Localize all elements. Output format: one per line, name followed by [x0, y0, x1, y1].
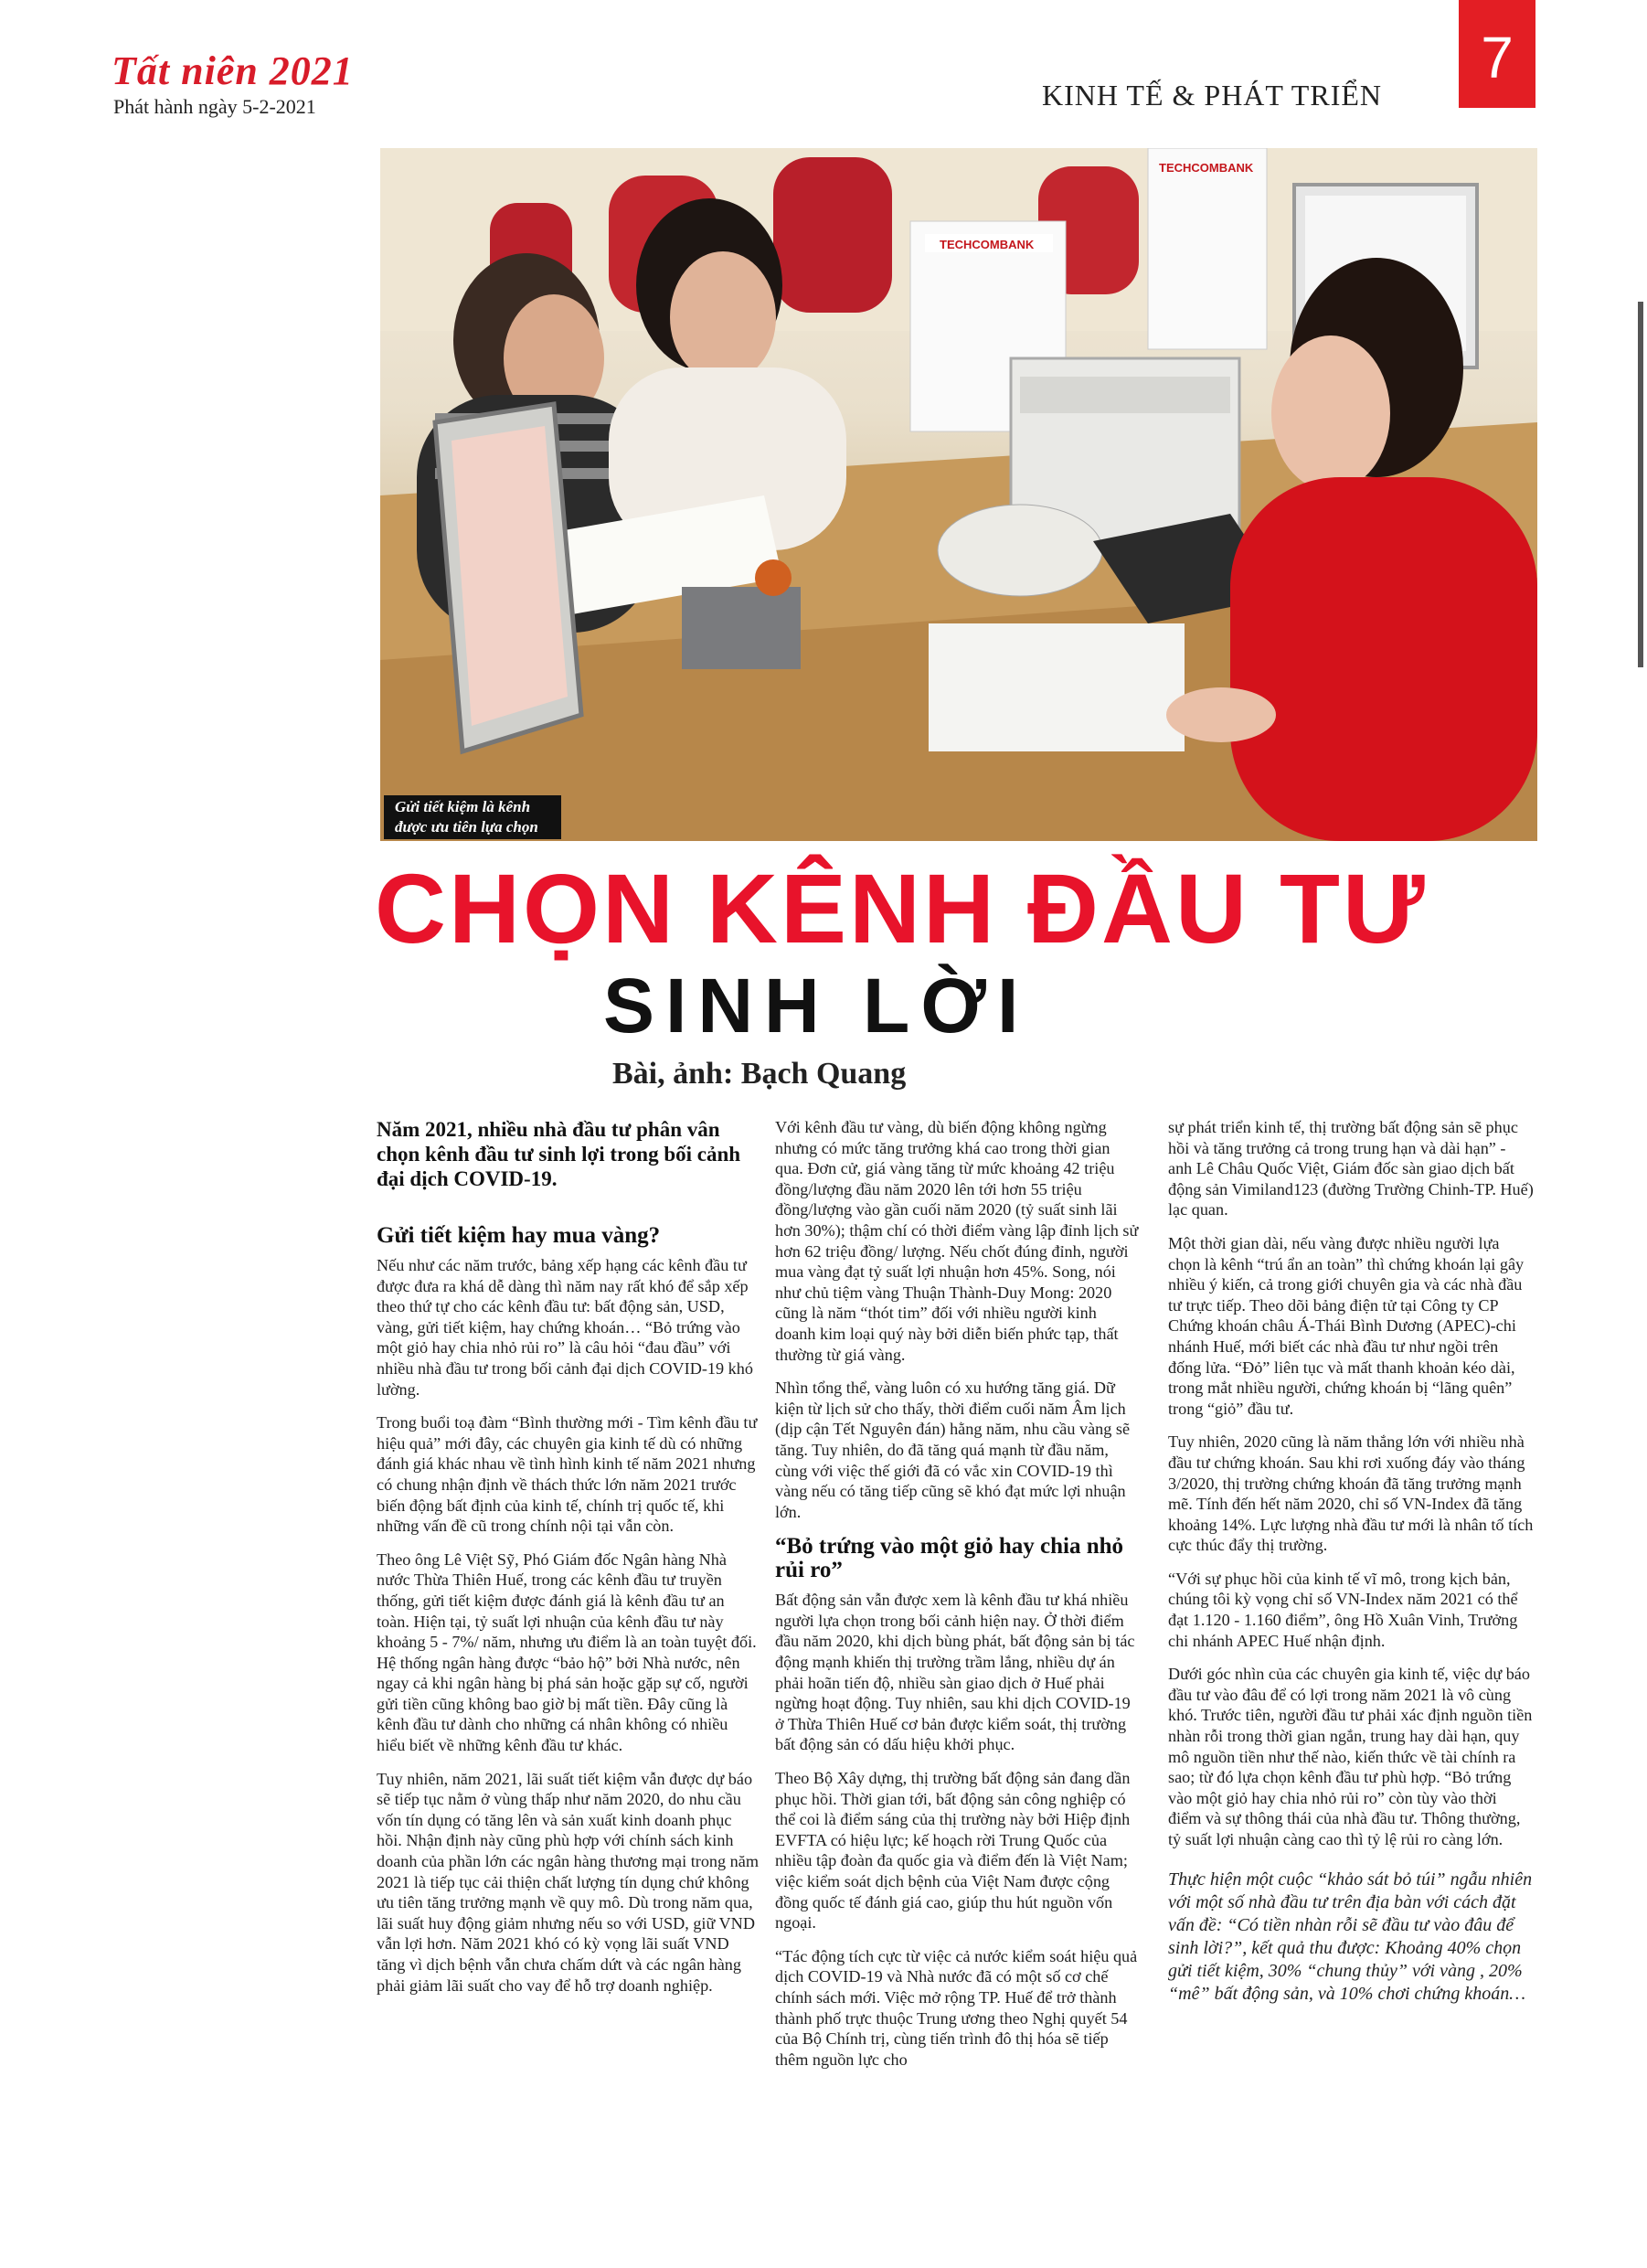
- paragraph: Tuy nhiên, 2020 cũng là năm thắng lớn với nhiều nhà đầu tư chứng khoán. Sau khi rơi xuống đáy vào tháng 3/2020, thị trường chứng khoán đã tăng trưởng mạnh mẽ. Tính đến hết năm 2020, chỉ số VN-Index đã tăng khoảng 14%. Lực lượng nhà đầu tư mới là nhân tố tích cực thúc đẩy thị trường.: [1168, 1432, 1534, 1555]
- edition-title: Tất niên 2021: [112, 48, 354, 93]
- section-name: KINH TẾ & PHÁT TRIỂN: [1042, 79, 1382, 112]
- page-number: 7: [1459, 0, 1535, 108]
- paragraph: Một thời gian dài, nếu vàng được nhiều người lựa chọn là kênh “trú ẩn an toàn” thì chứng khoán lại gây nhiều ý kiến, cả trong giới chuyên gia và các nhà đầu tư trực tiếp. Theo dõi bảng điện tử tại Công ty CP Chứng khoán châu Á-Thái Bình Dương (APEC)-chi nhánh Huế, mới biết các nhà đầu tư như ngồi trên đống lửa. “Đỏ” liên tục và mất thanh khoản kéo dài, trong mắt nhiều người, chứng khoán bị “lãng quên” trong “giỏ” đầu tư.: [1168, 1233, 1525, 1418]
- sign-right-text: TECHCOMBANK: [1159, 161, 1254, 175]
- paragraph: Bất động sản vẫn được xem là kênh đầu tư khá nhiều người lựa chọn trong bối cảnh hiện nay. Ở thời điểm đầu năm 2020, khi dịch bùng phát, bất động sản bị tác động mạnh khiến thị trường trầm lắng, nhiều dự án phải hoãn tiến độ, nhiều sàn giao dịch ở Huế phải ngừng hoạt động. Tuy nhiên, sau khi dịch COVID-19 ở Thừa Thiên Huế cơ bản được kiểm soát, thị trường bất động sản có dấu hiệu khởi phục.: [775, 1591, 1135, 1754]
- column-2: [775, 1117, 1141, 2082]
- column-1: [377, 1117, 760, 2008]
- survey-box: Thực hiện một cuộc “khảo sát bỏ túi” ngẫu nhiên với một số nhà đầu tư trên địa bàn với cách đặt vấn đề: “Có tiền nhàn rỗi sẽ đầu tư vào đâu để sinh lời?”, kết quả thu được: Khoảng 40% chọn gửi tiết kiệm, 30% “chung thủy” với vàng , 20% “mê” bất động sản, và 10% chơi chứng khoán…: [1168, 1869, 1533, 2004]
- paragraph: Nếu như các năm trước, bảng xếp hạng các kênh đầu tư được đưa ra khá dễ dàng thì năm nay rất khó để sắp xếp theo thứ tự cho các kênh đầu tư: bất động sản, USD, vàng, gửi tiết kiệm, hay chứng khoán… “Bỏ trứng vào một giỏ hay chia nhỏ rủi ro” là câu hỏi “đau đầu” với nhiều nhà đầu tư trong bối cảnh đại dịch COVID-19 khó lường.: [377, 1256, 753, 1399]
- headline-line-2: SINH LỜI: [603, 963, 1030, 1049]
- paragraph: Nhìn tổng thể, vàng luôn có xu hướng tăng giá. Dữ kiện từ lịch sử cho thấy, thời điểm cuối năm Âm lịch (dịp cận Tết Nguyên đán) hằng năm, nhu cầu vàng sẽ tăng. Tuy nhiên, do đã tăng quá mạnh từ đầu năm, cùng với việc thế giới đã có vắc xin COVID-19 thì vàng nếu có tăng tiếp cũng sẽ khó đạt mức lợi nhuận lớn.: [775, 1379, 1131, 1521]
- release-date: Phát hành ngày 5-2-2021: [113, 95, 316, 118]
- sign-left-text: TECHCOMBANK: [940, 238, 1035, 251]
- paragraph: “Với sự phục hồi của kinh tế vĩ mô, trong kịch bản, chúng tôi kỳ vọng chỉ số VN-Index năm 2021 có thể đạt 1.120 - 1.160 điểm”, ông Hồ Xuân Vinh, Trưởng chi nhánh APEC Huế nhận định.: [1168, 1569, 1518, 1650]
- paragraph: Theo Bộ Xây dựng, thị trường bất động sản đang dần phục hồi. Thời gian tới, bất động sản công nghiệp có thể coi là điểm sáng của thị trường này bởi Hiệp định EVFTA có hiệu lực; kế hoạch rời Trung Quốc của nhiều tập đoàn đa quốc gia và điểm đến là Việt Nam; việc kiểm soát dịch bệnh của Việt Nam được cộng đồng quốc tế đánh giá cao, giúp thu hút nguồn vốn ngoại.: [775, 1769, 1131, 1933]
- paragraph: Trong buổi toạ đàm “Bình thường mới - Tìm kênh đầu tư hiệu quả” mới đây, các chuyên gia kinh tế dù có những đánh giá khác nhau về tình hình kinh tế năm 2021 nhưng có chung nhận định về thách thức lớn năm 2021 trước biến động bất định của kinh tế, chính trị quốc tế, khi những vấn đề cũ trong chính nội tại vẫn còn.: [377, 1413, 758, 1536]
- photo-caption: [384, 795, 561, 839]
- paragraph: Dưới góc nhìn của các chuyên gia kinh tế, việc dự báo đầu tư vào đâu để có lợi trong năm 2021 là vô cùng khó. Trước tiên, người đầu tư phải xác định nguồn tiền nhàn rỗi trong thời gian ngắn, trung hay dài hạn, quy mô nguồn tiền như thế nào, kiến thức về tài chính ra sao; từ đó lựa chọn kênh đầu tư phù hợp. “Bỏ trứng vào một giỏ hay chia nhỏ rủi ro” còn tùy vào thời điểm và sự thông thái của nhà đầu tư. Thông thường, tỷ suất lợi nhuận càng cao thì tỷ lệ rủi ro càng lớn.: [1168, 1665, 1533, 1848]
- article-lead: Năm 2021, nhiều nhà đầu tư phân vân chọn kênh đầu tư sinh lợi trong bối cảnh đại dịch COVID-19.: [377, 1118, 741, 1190]
- paragraph: Tuy nhiên, năm 2021, lãi suất tiết kiệm vẫn được dự báo sẽ tiếp tục nằm ở vùng thấp như năm 2020, do nhu cầu vốn tín dụng có tăng lên và sản xuất kinh doanh phục hồi. Nhận định này cũng phù hợp với chính sách kinh doanh của phần lớn các ngân hàng thương mại trong năm 2021 là tiếp tục cải thiện chất lượng tín dụng chứ không ưu tiên tăng trưởng mạnh về quy mô. Dù trong năm qua, lãi suất huy động giảm nhưng nếu so với USD, giữ VND vẫn lợi hơn. Năm 2021 khó có kỳ vọng lãi suất VND tăng vì dịch bệnh vẫn chưa chấm dứt và các ngân hàng phải giảm lãi suất cho vay để hỗ trợ doanh nghiệp.: [377, 1769, 759, 1995]
- paragraph: sự phát triển kinh tế, thị trường bất động sản sẽ phục hồi và tăng trưởng cả trong trung hạn và dài hạn” - anh Lê Châu Quốc Việt, Giám đốc sàn giao dịch bất động sản Vimiland123 (đường Trường Chinh-TP. Huế) lạc quan.: [1168, 1118, 1534, 1219]
- paragraph: “Tác động tích cực từ việc cả nước kiểm soát hiệu quả dịch COVID-19 và Nhà nước đã có một số cơ chế chính sách mới. Việc mở rộng TP. Huế để trở thành thành phố trực thuộc Trung ương theo Nghị quyết 54 của Bộ Chính trị, cùng tiến trình đô thị hóa sẽ tiếp thêm nguồn lực cho: [775, 1946, 1138, 2069]
- headline-line-1: CHỌN KÊNH ĐẦU TƯ: [375, 853, 1428, 964]
- article-photo: [380, 148, 1537, 841]
- edge-rule: [1638, 302, 1643, 667]
- paragraph: Theo ông Lê Việt Sỹ, Phó Giám đốc Ngân hàng Nhà nước Thừa Thiên Huế, trong các kênh đầu tư truyền thống, gửi tiết kiệm được đánh giá là kênh đầu tư an toàn. Hiện tại, tỷ suất lợi nhuận của kênh đầu tư này khoảng 5 - 7%/ năm, nhưng ưu điểm là an toàn tuyệt đối. Hệ thống ngân hàng được “bảo hộ” bởi Nhà nước, nên ngay cả khi ngân hàng bị phá sản hoặc gặp sự cố, người gửi tiền cũng không bao giờ bị mất tiền. Đây cũng là kênh đầu tư dành cho những cá nhân không có nhiều hiểu biết về những kênh đầu tư khác.: [377, 1549, 757, 1755]
- photo-caption-line-1: Gửi tiết kiệm là kênh: [395, 798, 531, 815]
- bank-counter-illustration: [380, 148, 1537, 841]
- photo-caption-line-2: được ưu tiên lựa chọn: [395, 818, 538, 836]
- byline: Bài, ảnh: Bạch Quang: [612, 1057, 907, 1091]
- column-3: [1168, 1117, 1534, 2018]
- subhead-savings-gold: Gửi tiết kiệm hay mua vàng?: [377, 1223, 661, 1248]
- subhead-eggs-basket: “Bỏ trứng vào một giỏ hay chia nhỏ rủi ro”: [775, 1534, 1124, 1583]
- paragraph: Với kênh đầu tư vàng, dù biến động không ngừng nhưng có mức tăng trưởng khá cao trong thời gian qua. Đơn cử, giá vàng tăng từ mức khoảng 42 triệu đồng/lượng đầu năm 2020 lên tới hơn 55 triệu đồng/lượng vào gần cuối năm 2020 (tỷ suất sinh lãi hơn 30%); thậm chí có thời điểm vàng lập đỉnh lịch sử hơn 62 triệu đồng/ lượng. Nếu chốt đúng đỉnh, người mua vàng đạt tỷ suất lợi nhuận hơn 45%. Song, nói như chủ tiệm vàng Thuận Thành-Duy Mong: 2020 cũng là năm “thót tim” đối với nhiều người kinh doanh kim loại quý này bởi diễn biến phức tạp, thất thường từ giá vàng.: [775, 1118, 1139, 1364]
